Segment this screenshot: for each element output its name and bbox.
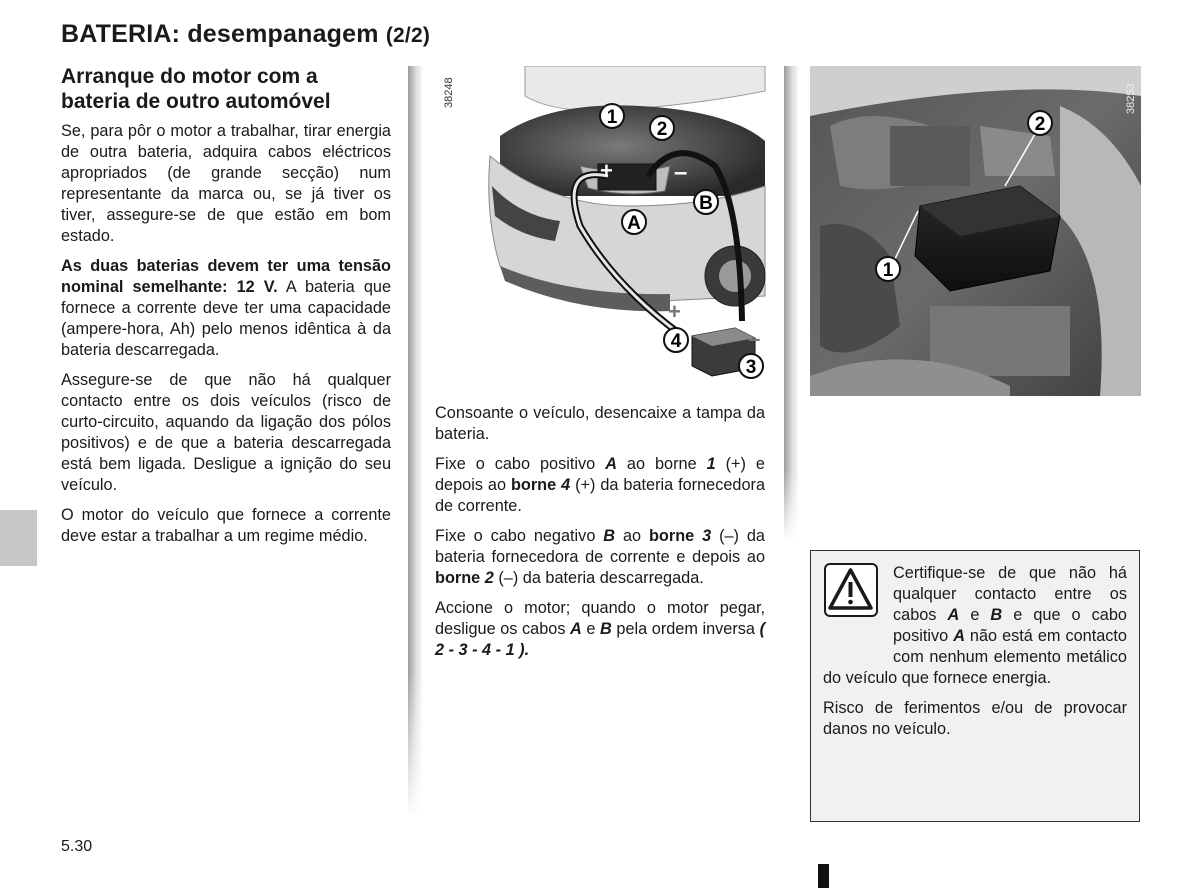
- jump-start-drawing: [430, 66, 770, 386]
- column-separator: [784, 66, 798, 540]
- callout-a: [622, 210, 646, 234]
- donor-minus-sign: –: [748, 326, 761, 351]
- section-tab: [0, 510, 37, 566]
- text-fragment: não está em contacto com nenhum elemento metálico do veículo que fornece energia.: [823, 627, 1127, 687]
- column-separator: [408, 66, 422, 818]
- photo-callout-1: [876, 257, 900, 281]
- warning-triangle-icon: [824, 563, 878, 617]
- contact-paragraph: Assegure-se de que não há qualquer contacto entre os dois veículos (risco de curto-circuito, aquando da ligação dos pólos positivos) e de que a bateria descarregada está bem ligada. Desligue a ignição do seu veículo.: [61, 371, 391, 494]
- text-fragment: Accione o motor; quando o motor pegar, desligue os cabos: [435, 599, 765, 638]
- section-heading-line2: bateria de outro automóvel: [61, 90, 331, 113]
- cable-b-ref: B: [603, 527, 616, 545]
- text-fragment: e: [581, 620, 601, 638]
- figure1-reference: 38248: [443, 77, 455, 108]
- warning-box: [810, 550, 1140, 822]
- voltage-requirement: As duas baterias devem ter uma tensão nominal semelhante: 12 V.: [61, 257, 391, 296]
- capacity-text: A bateria que fornece a corrente deve ter uma capacidade (ampere-hora, Ah) pelo menos idêntica à da bateria descarregada.: [61, 278, 391, 359]
- callout-a-label: A: [627, 213, 641, 234]
- cable-a-ref: A: [605, 455, 617, 473]
- instruction-positive: [435, 454, 765, 517]
- callout-b-label: B: [699, 193, 713, 214]
- text-fragment: pela ordem inversa: [611, 620, 760, 638]
- cable-b-ref: B: [990, 606, 1003, 624]
- text-fragment: e: [959, 606, 991, 624]
- terminal-ref: 3: [702, 527, 712, 545]
- wheel-rim-shape: [719, 260, 751, 292]
- instruction-cover: Consoante o veículo, desencaixe a tampa da bateria.: [435, 404, 765, 443]
- cable-a-ref: A: [953, 627, 965, 645]
- terminal-ref: 2: [484, 569, 494, 587]
- engine-bay-photo: [810, 66, 1141, 396]
- photo-callout-1-label: 1: [882, 260, 894, 281]
- voltage-paragraph: [61, 256, 391, 361]
- page-edge-marker: [818, 864, 829, 888]
- text-fragment: ao: [615, 527, 649, 545]
- text-fragment: Fixe o cabo negativo: [435, 527, 604, 545]
- engine-paragraph: O motor do veículo que fornece a corrente deve estar a trabalhar a um regime médio.: [61, 506, 391, 545]
- text-fragment: Fixe o cabo positivo: [435, 455, 606, 473]
- photo-callout-2-label: 2: [1034, 114, 1046, 135]
- risk-paragraph: Risco de ferimentos e/ou de provocar danos no veículo.: [823, 699, 1127, 738]
- vehicle-plus-sign: +: [600, 158, 613, 183]
- instruction-disconnect: [435, 598, 765, 661]
- text-fragment: (+) e depois ao: [435, 455, 765, 494]
- callout-1: [600, 104, 624, 128]
- engine-bay-drawing: [810, 66, 1141, 396]
- terminal-ref: 1: [706, 455, 716, 473]
- borne-label: borne: [435, 569, 481, 587]
- page-number: 5.30: [61, 838, 93, 855]
- callout-3: [739, 354, 763, 378]
- title-text: BATERIA: desempanagem: [61, 20, 379, 48]
- cable-a-ref: A: [570, 620, 582, 638]
- jump-start-illustration: [430, 66, 770, 386]
- text-fragment: ao borne: [616, 455, 707, 473]
- text-fragment: (+) da bateria fornecedora de corrente.: [435, 476, 765, 515]
- cable-a-ref: A: [947, 606, 960, 624]
- text-fragment: (–) da bateria descarregada.: [493, 569, 704, 587]
- title-part: (2/2): [385, 24, 431, 47]
- fuse-box-shape: [890, 126, 970, 186]
- instructions-column: [435, 403, 765, 670]
- text-fragment: (–) da bateria fornecedora de corrente e depois ao: [435, 527, 765, 566]
- terminal-ref: 4: [561, 476, 571, 494]
- borne-label: borne: [510, 476, 557, 494]
- intro-column: [61, 121, 391, 556]
- callout-4: [664, 328, 688, 352]
- text-fragment: Certifique-se de que não há qualquer contacto entre os cabos: [893, 564, 1127, 624]
- callout-2-label: 2: [656, 119, 668, 140]
- intro-paragraph: Se, para pôr o motor a trabalhar, tirar energia de outra bateria, adquira cabos eléctricos apropriados (de grande secção) num representante da marca ou, se já tiver os tiver, assegure-se de que estão em bom estado.: [61, 122, 391, 245]
- cable-b-ref: B: [600, 620, 612, 638]
- photo-callout-2: [1028, 111, 1052, 135]
- warning-triangle-drawing: [826, 565, 875, 614]
- callout-3-label: 3: [745, 357, 757, 378]
- section-heading-line1: Arranque do motor com a: [61, 65, 318, 88]
- callout-b: [694, 190, 718, 214]
- order-sequence: ( 2 - 3 - 4 - 1 ).: [435, 620, 765, 659]
- donor-plus-sign: +: [668, 299, 681, 324]
- section-heading: [61, 64, 391, 114]
- figure2-reference: 38253: [1125, 83, 1137, 114]
- text-fragment: e que o cabo positivo: [893, 606, 1127, 645]
- callout-4-label: 4: [670, 331, 682, 352]
- borne-label: borne: [648, 527, 695, 545]
- vehicle-minus-sign: –: [674, 159, 688, 186]
- page-title: [61, 20, 430, 49]
- callout-2: [650, 116, 674, 140]
- instruction-negative: [435, 526, 765, 589]
- hood-shape: [525, 66, 765, 111]
- callout-1-label: 1: [606, 107, 618, 128]
